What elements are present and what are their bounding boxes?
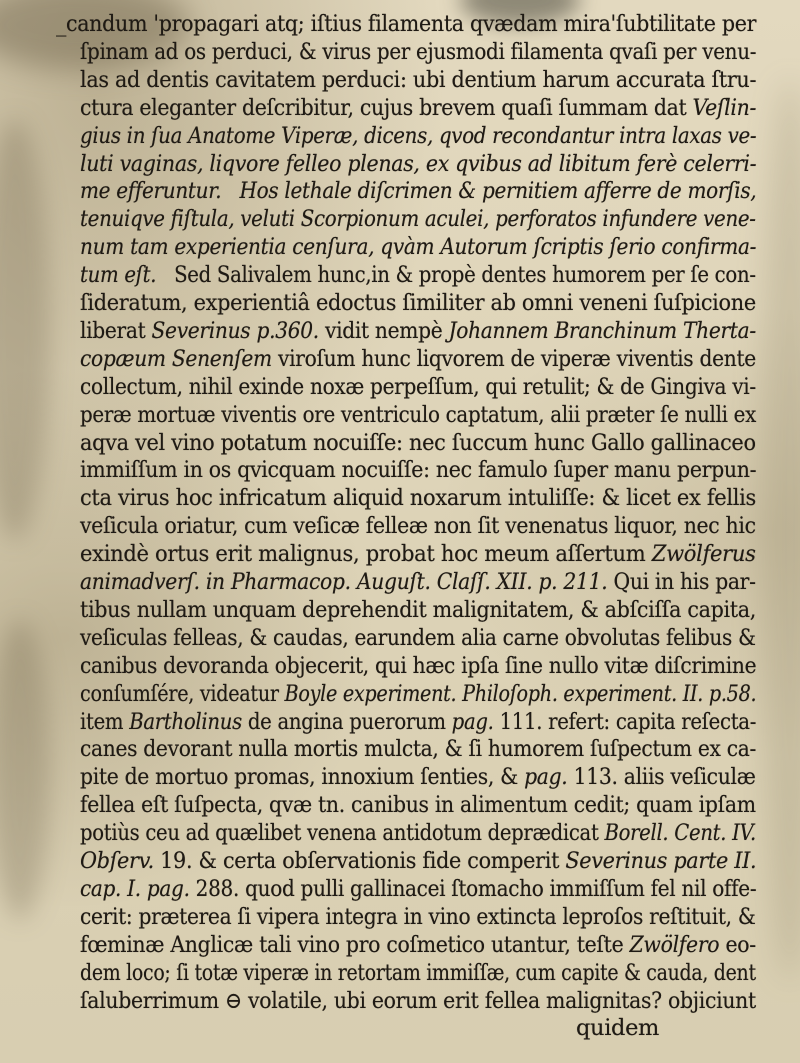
text-segment: 288. quod pulli gallinacei ſtomacho immiſſum fel nil offe- <box>189 875 757 902</box>
text-segment: item <box>80 708 130 735</box>
text-line <box>56 959 791 987</box>
text-line <box>56 624 791 652</box>
italic-text-segment: Hos lethale diſcrimen & pernitiem afferre de morſis, <box>239 178 757 205</box>
italic-text-segment: Bartholinus <box>129 708 242 735</box>
page-text <box>56 10 791 1055</box>
text-segment: quidem <box>576 1015 660 1042</box>
text-segment: cerit: præterea ſi vipera integra in vino extincta leproſos reſtituit, & <box>80 903 756 930</box>
text-segment: canes devorant nulla mortis mulcta, & ſi humorem ſuſpectum ex ca- <box>80 736 757 763</box>
text-segment: liberat <box>80 317 152 344</box>
italic-text-segment: animadverſ. in Pharmacop. Auguſt. Claſſ. XII. p. 211. <box>80 569 608 595</box>
italic-text-segment: gius in ſua Anatome Viperæ, dicens, qvod recondantur intra laxas ve- <box>80 122 757 149</box>
text-segment: las ad dentis cavitatem perduci: ubi dentium harum accurata ſtru- <box>80 66 757 93</box>
text-line <box>56 903 791 931</box>
text-segment: Sed Salivalem hunc,in & propè dentes humorem per ſe con- <box>156 262 756 289</box>
text-line <box>56 177 791 205</box>
text-line <box>56 568 791 596</box>
text-line <box>56 1014 791 1042</box>
text-segment: de angina puerorum <box>241 708 452 735</box>
text-line <box>56 708 791 736</box>
italic-text-segment: Borell. Cent. IV. <box>604 820 756 847</box>
italic-text-segment: num tam experientia cenſura, qvàm Autorum ſcriptis ſerio confirma- <box>80 234 757 261</box>
italic-text-segment: Severinus p.360. <box>151 317 319 344</box>
text-segment: veſiculas felleas, & caudas, earundem alia carne obvolutas felibus & <box>80 624 756 651</box>
page-stain <box>0 620 50 920</box>
text-line <box>56 875 791 903</box>
text-segment: dem loco; ſi totæ viperæ in retortam immiſſæ, cum capite & cauda, dent <box>80 959 756 986</box>
italic-text-segment: pag. <box>524 764 568 791</box>
text-segment: viroſum hunc liqvorem de viperæ viventis dente <box>271 345 756 372</box>
italic-text-segment: Johannem Branchinum Therta- <box>448 317 756 344</box>
text-segment: 111. refert: capita reſecta- <box>493 708 757 735</box>
text-segment: eo- <box>719 931 756 958</box>
text-segment: potiùs ceu ad quælibet venena antidotum deprædicat <box>80 820 605 847</box>
text-segment: cta virus hoc infricatum aliquid noxarum intuliſſe: & licet ex fellis <box>80 485 756 512</box>
text-segment: vidit nempè <box>318 317 449 344</box>
text-segment: pite de mortuo promas, innoxium ſenties, & <box>80 764 525 791</box>
text-segment: Qui in his par- <box>607 569 756 595</box>
italic-text-segment: tenuiqve fiſtula, veluti Scorpionum aculei, perforatos infundere vene- <box>80 206 756 233</box>
text-line <box>56 512 791 540</box>
text-segment: ⊖ <box>225 987 242 1014</box>
text-segment: 113. aliis veſiculæ <box>567 764 756 791</box>
text-segment: conſumſére, videatur <box>80 680 285 707</box>
text-line <box>56 38 791 66</box>
text-segment <box>221 178 239 204</box>
text-segment: immiſſum in os qvicquam nocuiſſe: nec famulo ſuper manu perpun- <box>80 457 757 484</box>
text-segment: veſicula oriatur, cum veſicæ felleæ non ſit venenatus liquor, nec hic <box>80 513 756 540</box>
text-line <box>56 735 791 763</box>
text-line <box>56 680 791 708</box>
text-line <box>56 596 791 624</box>
text-segment: fœminæ Anglicæ tali vino pro coſmetico utantur, teſte <box>80 931 630 958</box>
italic-text-segment: Zwölferus <box>651 541 756 568</box>
text-line <box>56 205 791 233</box>
text-line <box>56 652 791 680</box>
text-line <box>56 94 791 122</box>
text-line <box>56 819 791 847</box>
text-segment: ſaluberrimum <box>80 987 226 1014</box>
text-line <box>56 373 791 401</box>
text-line <box>56 847 791 875</box>
italic-text-segment: luti vaginas, liqvore felleo plenas, ex qvibus ad libitum ferè celerri- <box>80 150 757 177</box>
text-line <box>56 233 791 261</box>
text-segment: exindè ortus erit malignus, probat hoc meum aſſertum <box>80 541 652 568</box>
italic-text-segment: me efferuntur. <box>80 178 222 205</box>
italic-text-segment: tum eſt. <box>80 262 157 289</box>
text-line <box>56 261 791 289</box>
text-line <box>56 401 791 429</box>
italic-text-segment: Obſerv. <box>80 848 154 874</box>
text-line <box>56 456 791 484</box>
text-line <box>56 791 791 819</box>
text-segment: volatile, ubi eorum erit fellea malignitas? objiciunt <box>241 987 756 1014</box>
italic-text-segment: copæum Senenſem <box>80 345 272 372</box>
text-line <box>56 345 791 373</box>
text-line <box>56 317 791 345</box>
text-line <box>56 540 791 568</box>
text-line <box>56 429 791 457</box>
text-segment: peræ mortuæ viventis ore ventriculo captatum, alii præter ſe nulli ex <box>80 401 757 428</box>
italic-text-segment: cap. I. pag. <box>80 875 190 902</box>
text-line <box>56 931 791 959</box>
italic-text-segment: Boyle experiment. Philoſoph. experiment. II. p.58. <box>284 680 757 707</box>
text-segment: ctura eleganter deſcribitur, cujus brevem quaſi ſummam dat <box>80 94 693 121</box>
text-segment: tibus nullam unquam deprehendit malignitatem, & abſciſſa capita, <box>80 596 757 623</box>
text-line <box>56 763 791 791</box>
text-segment: canibus devoranda objecerit, qui hæc ipſa ſine nullo vitæ diſcrimine <box>80 652 757 679</box>
text-line <box>56 484 791 512</box>
text-segment: aqva vel vino potatum nocuiſſe: nec ſuccum hunc Gallo gallinaceo <box>80 429 756 456</box>
page-stain <box>0 120 50 540</box>
text-segment: 19. & certa obſervationis fide comperit <box>153 848 566 874</box>
italic-text-segment: Veſlin- <box>692 94 757 121</box>
text-line <box>56 289 791 317</box>
italic-text-segment: Severinus parte II. <box>565 848 757 874</box>
text-segment: _candum 'propagari atq; iſtius filamenta qvædam mira'ſubtilitate per <box>56 11 757 37</box>
italic-text-segment: Zwölfero <box>629 931 720 958</box>
text-line <box>56 122 791 150</box>
text-segment: ſideratum, experientiâ edoctus ſimiliter ab omni veneni ſuſpicione <box>80 290 756 316</box>
text-segment: fellea eſt ſuſpecta, qvæ tn. canibus in alimentum cedit; quam ipſam <box>80 792 756 819</box>
text-segment: ſpinam ad os perduci, & virus per ejusmodi filamenta qvaſi per venu- <box>80 38 757 65</box>
text-line <box>56 66 791 94</box>
italic-text-segment: pag. <box>451 708 494 735</box>
text-segment: collectum, nihil exinde noxæ perpeſſum, qui retulit; & de Gingiva vi- <box>80 373 756 400</box>
text-line <box>56 10 791 38</box>
text-line <box>56 987 791 1015</box>
text-line <box>56 150 791 178</box>
